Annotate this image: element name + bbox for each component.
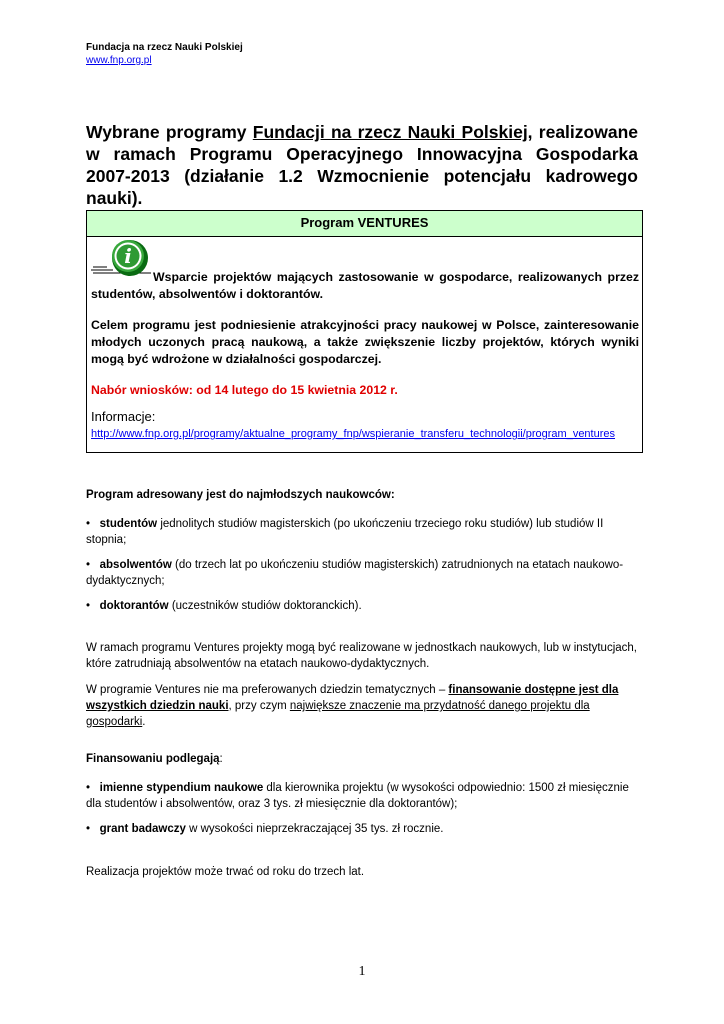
goal-text: Celem programu jest podniesienie atrakcyjności pracy naukowej w Polsce, zainteresowanie młodych uczonych pracą naukową, a także zwiększenie liczby projektów, których wyniki mogą być wdrożone w działalności gospodarczej. xyxy=(91,318,639,366)
list-item-students: • studentów jednolitych studiów magisterskich (po ukończeniu trzeciego roku studiów) lub studiów II stopnia; xyxy=(86,518,604,546)
para-ventures: W ramach programu Ventures projekty mogą być realizowane w jednostkach naukowych, lub w instytucjach, które zatrudniają absolwentów na etatach naukowo-dydaktycznych. xyxy=(86,642,637,670)
page-title: Wybrane programy Fundacji na rzecz Nauki Polskiej, realizowane w ramach Programu Operacyjnego Innowacyjna Gospodarka 2007-2013 (działanie 1.2 Wzmocnienie potencjału kadrowego nauki). xyxy=(86,122,638,208)
ventures-heading: Program VENTURES xyxy=(87,211,642,237)
list-item-graduates: • absolwentów (do trzech lat po ukończeniu studiów magisterskich) zatrudnionych na etatach naukowo-dydaktycznych; xyxy=(86,559,624,587)
header-org: Fundacja na rzecz Nauki Polskiej xyxy=(86,42,243,53)
svg-text:i: i xyxy=(124,244,132,268)
duration-text: Realizacja projektów może trwać od roku do trzech lat. xyxy=(86,866,365,878)
info-label: Informacje: xyxy=(91,409,156,424)
para-preferences: W programie Ventures nie ma preferowanych dziedzin tematycznych – finansowanie dostępne jest dla wszystkich dziedzin nauki, przy czym największe znaczenie ma przydatność danego projektu dla gospodarki. xyxy=(86,684,619,728)
list-item-grant: • grant badawczy w wysokości nieprzekraczającej 35 tys. zł rocznie. xyxy=(86,823,444,835)
list-item-stipend: • imienne stypendium naukowe dla kierownika projektu (w wysokości odpowiednio: 1500 zł miesięcznie dla studentów i absolwentów, oraz 3 tys. zł miesięcznie dla doktorantów); xyxy=(86,782,629,810)
addressed-heading: Program adresowany jest do najmłodszych naukowców: xyxy=(86,489,395,501)
nabor-text: Nabór wniosków: od 14 lutego do 15 kwietnia 2012 r. xyxy=(91,383,398,397)
page-number: 1 xyxy=(358,964,366,979)
list-item-phd: • doktorantów (uczestników studiów doktoranckich). xyxy=(86,600,362,612)
title-fnp-link[interactable]: Fundacji na rzecz Nauki Polskiej, xyxy=(252,122,533,142)
page-header xyxy=(86,41,243,67)
funding-heading: Finansowaniu podlegają: xyxy=(86,753,223,765)
info-link[interactable]: http://www.fnp.org.pl/programy/aktualne_programy_fnp/wspieranie_transferu_technologii/program_ventures xyxy=(91,428,616,440)
ventures-box xyxy=(86,210,643,453)
support-text: Wsparcie projektów mających zastosowanie w gospodarce, realizowanych przez studentów, absolwentów i doktorantów. xyxy=(91,270,639,301)
header-url-link[interactable]: www.fnp.org.pl xyxy=(86,55,152,66)
